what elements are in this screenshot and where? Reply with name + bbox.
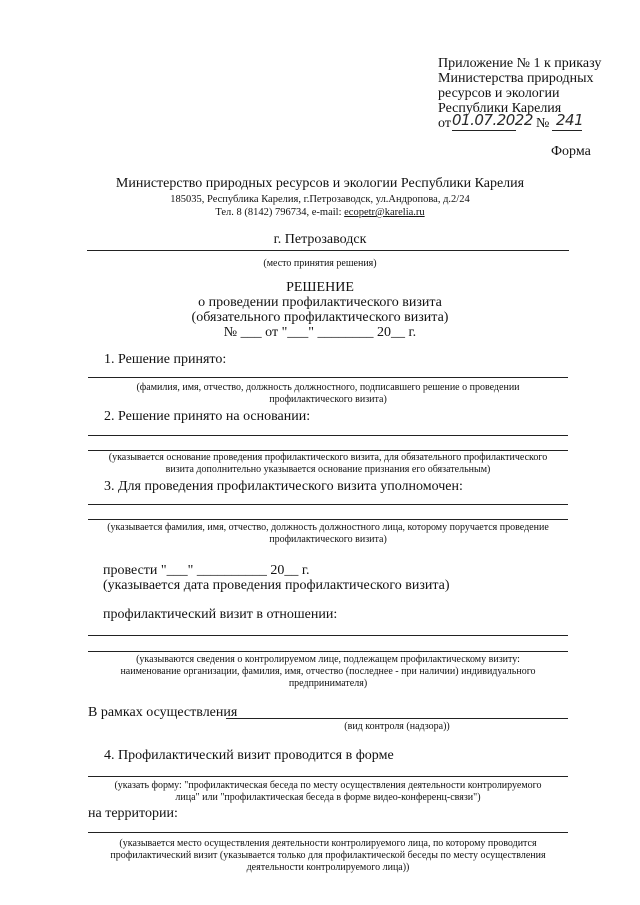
- section1-caption-1: (фамилия, имя, отчество, должность должностного, подписавшего решение о проведении: [136, 382, 520, 393]
- section2-caption-1: (указывается основание проведения профилактического визита, для обязательного профилактического: [108, 452, 548, 463]
- ministry-contacts: [0, 206, 640, 219]
- territory-caption-1: (указывается место осуществления деятельности контролируемого лица, по которому проводится: [119, 838, 537, 849]
- section3-line-1: [88, 504, 568, 505]
- section3-line-2: [88, 519, 568, 520]
- section2-line-1: [88, 435, 568, 436]
- conduct-date-caption: (указывается дата проведения профилактического визита): [103, 578, 450, 593]
- place-value: г. Петрозаводск: [273, 232, 367, 247]
- appendix-date-line: [452, 130, 516, 131]
- framework-label: В рамках осуществления: [88, 705, 238, 720]
- section4-line: [88, 776, 568, 777]
- regarding-label: профилактический визит в отношении:: [103, 607, 338, 622]
- decision-subtitle: о проведении профилактического визита: [198, 295, 442, 310]
- section2-caption-2: визита дополнительно указывается основание признания его обязательным): [165, 464, 491, 475]
- place-line: [87, 250, 569, 251]
- territory-caption-2: профилактический визит (указывается только для профилактической беседы по месту осуществления: [110, 850, 546, 861]
- territory-caption-3: деятельности контролируемого лица)): [246, 862, 410, 873]
- appendix-date-handwritten: 01.07.2022: [452, 111, 533, 129]
- section1-heading: 1. Решение принято:: [104, 352, 227, 367]
- conduct-date-line: провести "___" __________ 20__ г.: [103, 563, 310, 578]
- regarding-caption-3: предпринимателя): [288, 678, 368, 689]
- section3-caption-2: профилактического визита): [269, 534, 387, 545]
- appendix-line-1: Приложение № 1 к приказу: [438, 56, 602, 71]
- place-caption: (место принятия решения): [263, 258, 377, 269]
- section4-heading: 4. Профилактический визит проводится в форме: [104, 748, 394, 763]
- ministry-name: Министерство природных ресурсов и экологии Республики Карелия: [115, 176, 525, 191]
- regarding-caption-2: наименование организации, фамилия, имя, отчество (последнее - при наличии) индивидуального: [120, 666, 536, 677]
- appendix-line-2: Министерства природных: [438, 71, 594, 86]
- regarding-caption-1: (указываются сведения о контролируемом лице, подлежащем профилактическому визиту:: [136, 654, 520, 665]
- territory-line: [88, 832, 568, 833]
- appendix-number-prefix: №: [536, 116, 550, 131]
- form-label: Форма: [551, 144, 591, 159]
- section1-line: [88, 377, 568, 378]
- section4-caption-2: лица" или "профилактическая беседа в форме видео-конференц-связи"): [175, 792, 481, 803]
- section2-line-2: [88, 450, 568, 451]
- ministry-email[interactable]: ecopetr@karelia.ru: [344, 207, 425, 218]
- framework-line: [226, 718, 568, 719]
- territory-label: на территории:: [88, 806, 178, 821]
- section3-caption-1: (указывается фамилия, имя, отчество, должность должностного лица, которому поручается проведение: [107, 522, 549, 533]
- appendix-number-line: [552, 130, 582, 131]
- ministry-phone: Тел. 8 (8142) 796734, e-mail:: [215, 207, 345, 218]
- appendix-number-handwritten: 241: [556, 111, 584, 129]
- framework-caption: (вид контроля (надзора)): [344, 721, 450, 732]
- decision-subtitle-mandatory: (обязательного профилактического визита): [191, 310, 449, 325]
- appendix-line-4: Республики Карелия: [438, 101, 562, 116]
- regarding-line-2: [88, 651, 568, 652]
- section3-heading: 3. Для проведения профилактического визита уполномочен:: [104, 479, 463, 494]
- regarding-line-1: [88, 635, 568, 636]
- decision-number-date: № ___ от "___" ________ 20__ г.: [223, 325, 417, 340]
- section1-caption-2: профилактического визита): [269, 394, 387, 405]
- appendix-line-3: ресурсов и экологии: [438, 86, 560, 101]
- section2-heading: 2. Решение принято на основании:: [104, 409, 311, 424]
- decision-title: РЕШЕНИЕ: [286, 280, 354, 295]
- appendix-from-prefix: от: [438, 116, 451, 131]
- ministry-address: 185035, Республика Карелия, г.Петрозаводск, ул.Андропова, д.2/24: [170, 194, 470, 205]
- section4-caption-1: (указать форму: "профилактическая беседа по месту осуществления деятельности контролируемого: [114, 780, 542, 791]
